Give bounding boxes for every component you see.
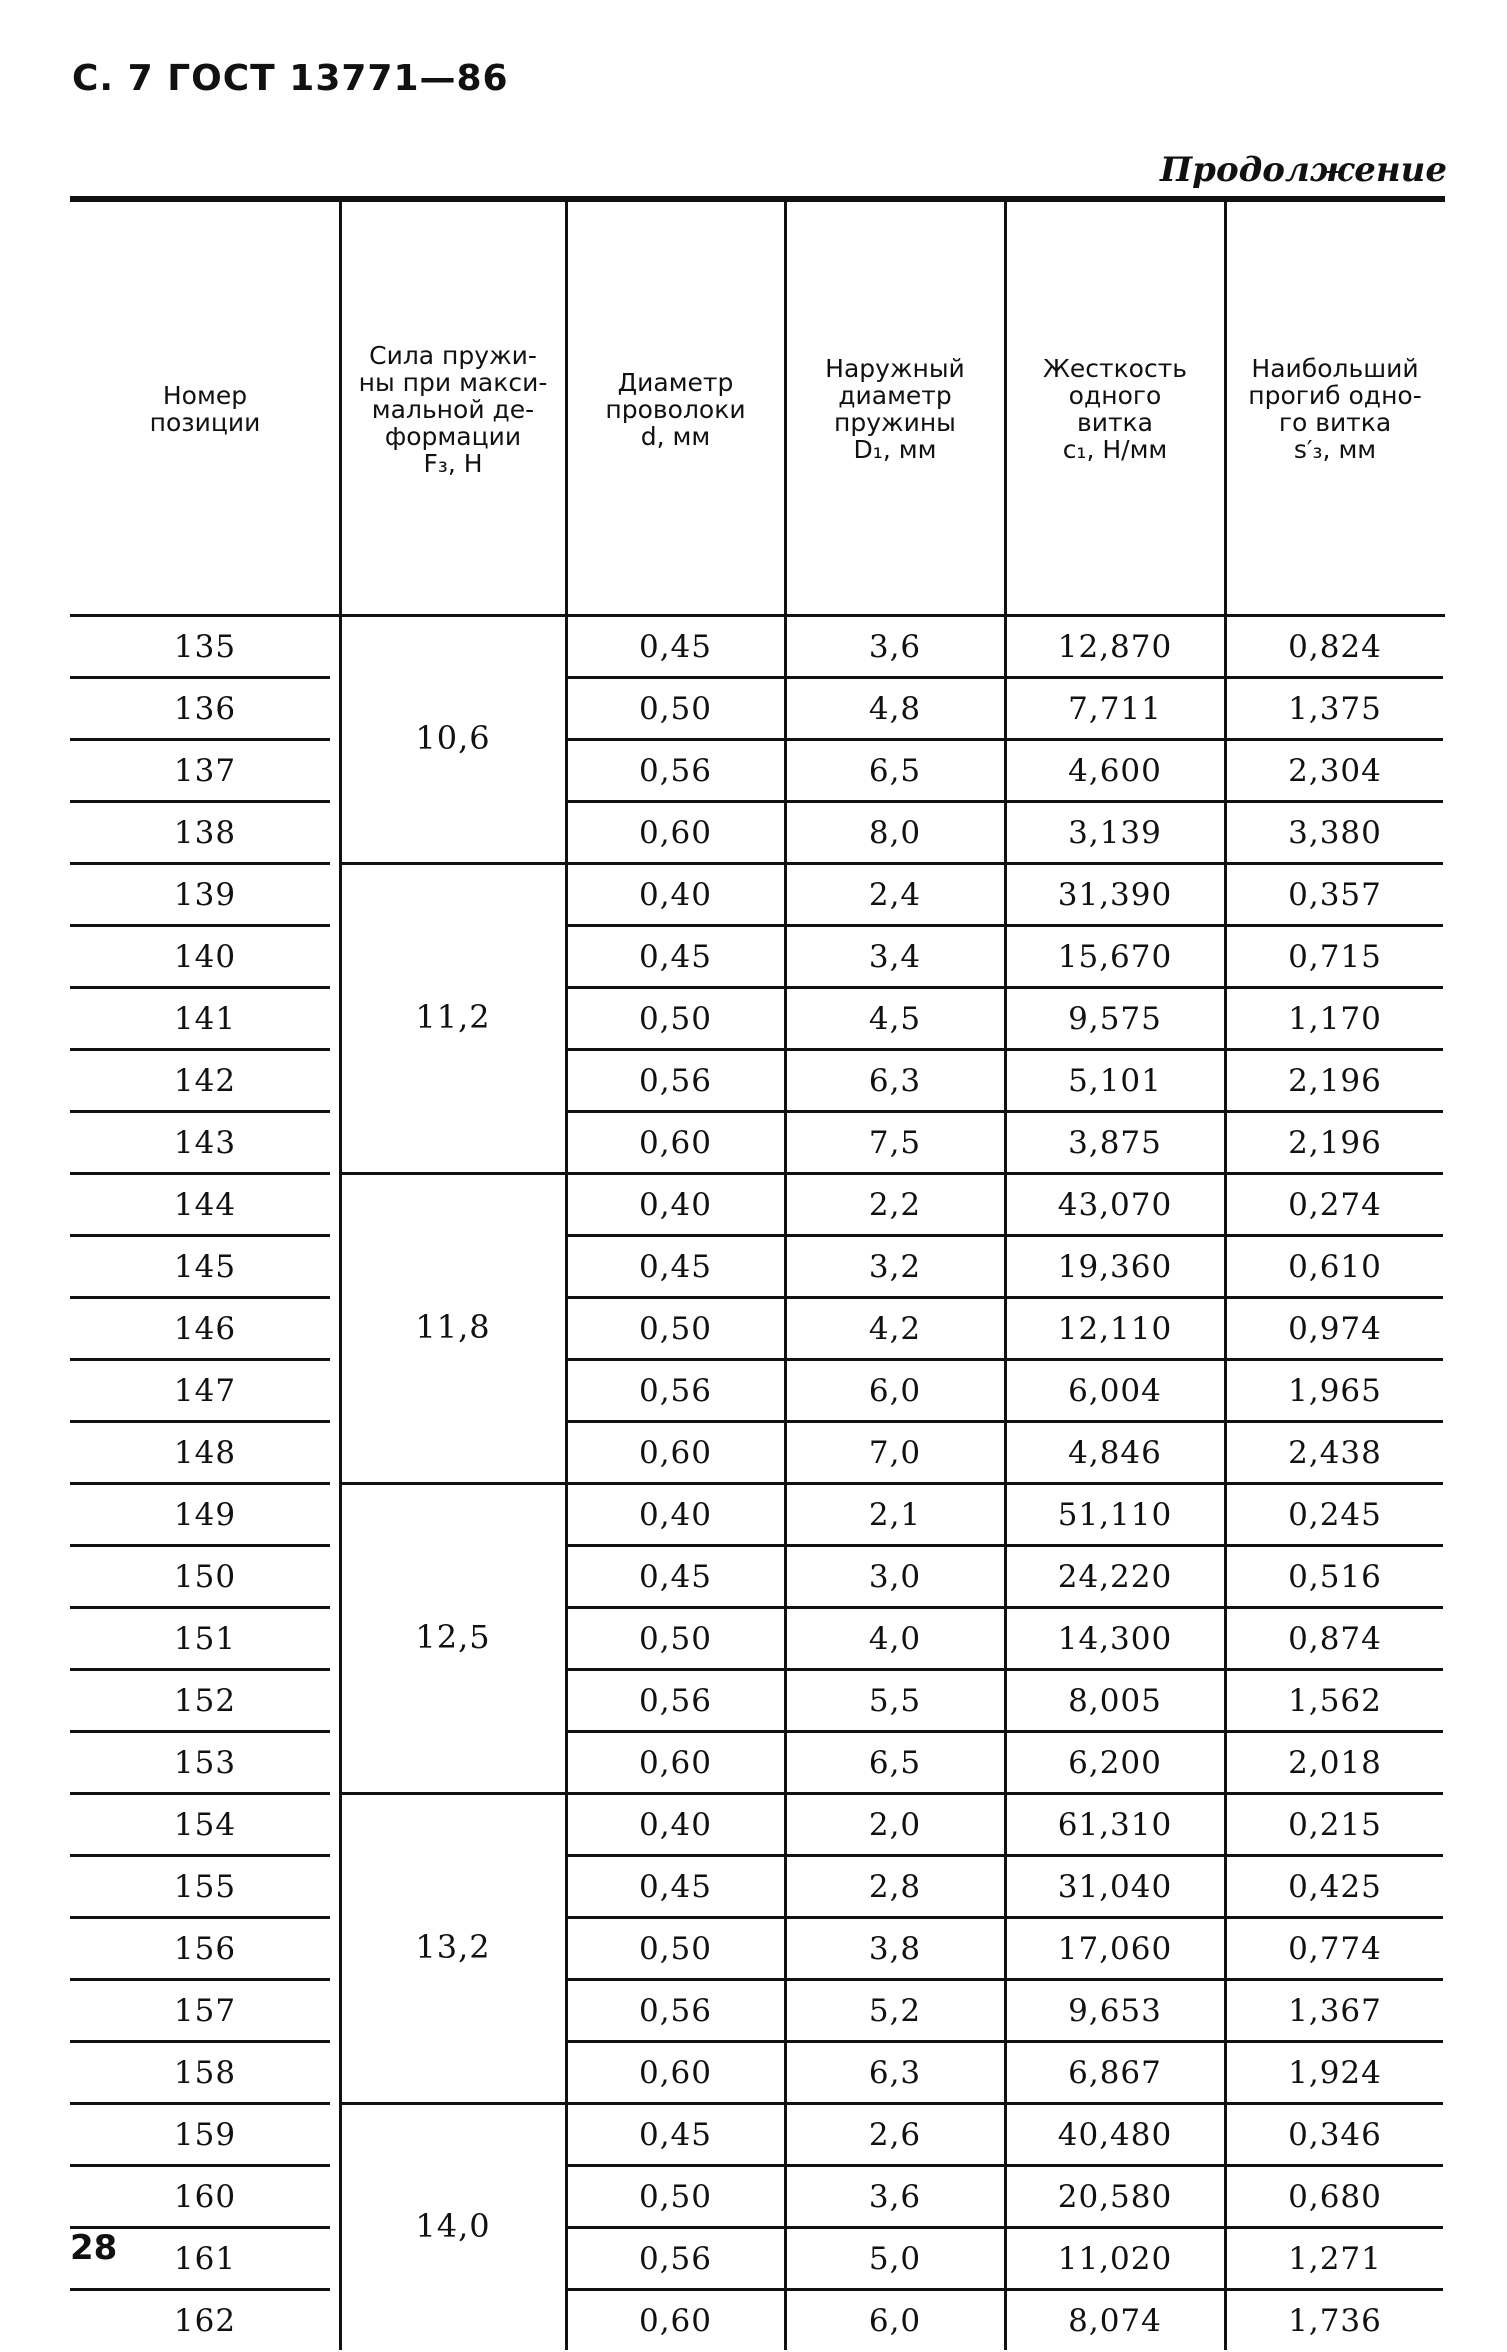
table-cell: 12,870 [1057,629,1173,665]
table-cell: 0,60 [638,1745,713,1781]
table-cell: 0,346 [1288,2117,1382,2153]
column-header-line: s′₃, мм [1293,435,1377,464]
table-cell: 9,653 [1068,1993,1162,2029]
table-cell: 2,304 [1288,753,1382,789]
continuation-label: Продолжение [1160,150,1447,190]
table-cell: 0,45 [638,1869,713,1905]
table-cell: 0,60 [638,2055,713,2091]
table-cell: 1,271 [1288,2241,1382,2277]
table-cell: 9,575 [1068,1001,1162,1037]
table-cell: 4,5 [868,1001,922,1037]
table-cell: 20,580 [1057,2179,1173,2215]
table-cell: 61,310 [1057,1807,1173,1843]
position-number: 137 [173,753,237,789]
table-cell: 2,196 [1288,1125,1382,1161]
position-number: 138 [173,815,237,851]
table-cell: 0,60 [638,1125,713,1161]
table-cell: 2,018 [1288,1745,1382,1781]
column-header [785,204,1005,614]
table-cell: 6,004 [1068,1373,1162,1409]
table-cell: 0,45 [638,629,713,665]
table-cell: 0,245 [1288,1497,1382,1533]
table-cell: 1,736 [1288,2303,1382,2339]
table-cell: 2,6 [868,2117,922,2153]
position-number: 149 [173,1497,237,1533]
table-cell: 0,274 [1288,1187,1382,1223]
table-cell: 0,60 [638,1435,713,1471]
column-header-line: ны при макси- [358,367,548,397]
position-number: 153 [173,1745,237,1781]
table-cell: 17,060 [1057,1931,1173,1967]
table-cell: 3,380 [1288,815,1382,851]
table-cell: 0,56 [638,1063,713,1099]
column-header [566,204,785,614]
position-number: 154 [173,1807,237,1843]
table-cell: 0,974 [1288,1311,1382,1347]
column-header-line: Жесткость [1042,354,1188,383]
table-cell: 8,0 [868,815,922,851]
table-cell: 3,4 [868,939,922,975]
column-header-line: одного [1068,381,1162,410]
column-header-line: формации [384,421,522,451]
column-header-line: Наибольший [1251,354,1419,383]
position-number: 151 [173,1621,237,1657]
table-cell: 2,1 [868,1497,922,1533]
column-header-line: витка [1077,408,1153,437]
table-cell: 8,005 [1068,1683,1162,1719]
table-cell: 0,56 [638,2241,713,2277]
table-cell: 0,50 [638,691,713,727]
column-header-line: прогиб одно- [1248,381,1422,410]
column-header-line: диаметр [838,381,952,410]
table-cell: 0,56 [638,753,713,789]
position-number: 162 [173,2303,237,2339]
column-header [340,204,566,614]
table-cell: 0,40 [638,877,713,913]
table-cell: 0,56 [638,1683,713,1719]
table-cell: 6,5 [868,1745,922,1781]
table-cell: 12,110 [1057,1311,1173,1347]
position-number: 157 [173,1993,237,2029]
table-cell: 1,924 [1288,2055,1382,2091]
column-header-line: мальной де- [371,394,535,424]
table-cell: 0,824 [1288,629,1382,665]
table-cell: 1,170 [1288,1001,1382,1037]
table-cell: 6,3 [868,2055,922,2091]
position-number: 156 [173,1931,237,1967]
table-cell: 2,4 [868,877,922,913]
position-number: 152 [173,1683,237,1719]
table-cell: 3,2 [868,1249,922,1285]
table-cell: 6,867 [1068,2055,1162,2091]
table-cell: 3,139 [1068,815,1162,851]
table-cell: 6,0 [868,2303,922,2339]
table-cell: 2,438 [1288,1435,1382,1471]
force-value: 12,5 [415,1618,491,1656]
force-value: 11,8 [415,1308,491,1346]
column-header-line: позиции [149,408,261,437]
force-value: 13,2 [415,1928,491,1966]
table-cell: 0,50 [638,1931,713,1967]
table-cell: 7,0 [868,1435,922,1471]
table-cell: 1,562 [1288,1683,1382,1719]
table-cell: 0,40 [638,1497,713,1533]
table-cell: 0,40 [638,1187,713,1223]
column-header-line: Сила пружи- [369,340,537,370]
position-number: 136 [173,691,237,727]
column-header-line: d, мм [640,421,711,451]
column-header-line: Номер [162,381,248,410]
position-number: 150 [173,1559,237,1595]
position-number: 158 [173,2055,237,2091]
position-number: 144 [173,1187,237,1223]
table-cell: 0,50 [638,1311,713,1347]
table-cell: 0,60 [638,2303,713,2339]
table-cell: 1,375 [1288,691,1382,727]
table-cell: 2,2 [868,1187,922,1223]
page-number: 28 [70,2228,118,2268]
table-cell: 43,070 [1057,1187,1173,1223]
table-cell: 6,200 [1068,1745,1162,1781]
table-cell: 6,5 [868,753,922,789]
position-number: 145 [173,1249,237,1285]
table-cell: 0,56 [638,1993,713,2029]
table-cell: 0,45 [638,939,713,975]
table-cell: 51,110 [1057,1497,1173,1533]
position-number: 142 [173,1063,237,1099]
table-cell: 0,774 [1288,1931,1382,1967]
table-cell: 0,215 [1288,1807,1382,1843]
table-cell: 0,60 [638,815,713,851]
table-cell: 0,56 [638,1373,713,1409]
table-cell: 8,074 [1068,2303,1162,2339]
position-number: 141 [173,1001,237,1037]
table-cell: 0,516 [1288,1559,1382,1595]
table-cell: 1,367 [1288,1993,1382,2029]
table-cell: 4,0 [868,1621,922,1657]
position-number: 139 [173,877,237,913]
table-cell: 0,45 [638,1249,713,1285]
table-cell: 4,2 [868,1311,922,1347]
table-cell: 4,8 [868,691,922,727]
table-cell: 5,0 [868,2241,922,2277]
table-cell: 0,425 [1288,1869,1382,1905]
table-cell: 40,480 [1057,2117,1173,2153]
position-number: 135 [173,629,237,665]
page-header: С. 7 ГОСТ 13771—86 [72,58,509,99]
table-cell: 7,711 [1068,691,1162,727]
column-header-line: проволоки [605,394,746,424]
column-header [1225,204,1445,614]
column-header [70,204,340,614]
table-cell: 6,0 [868,1373,922,1409]
table-cell: 3,875 [1068,1125,1162,1161]
table-cell: 0,45 [638,2117,713,2153]
table-cell: 0,715 [1288,939,1382,975]
position-number: 147 [173,1373,237,1409]
table-cell: 24,220 [1057,1559,1173,1595]
table-cell: 0,45 [638,1559,713,1595]
table-cell: 3,8 [868,1931,922,1967]
table-cell: 3,0 [868,1559,922,1595]
table-cell: 5,5 [868,1683,922,1719]
table-cell: 31,390 [1057,877,1173,913]
column-header-line: D₁, мм [853,435,937,464]
table-cell: 0,50 [638,2179,713,2215]
table-cell: 0,50 [638,1621,713,1657]
table-cell: 0,610 [1288,1249,1382,1285]
position-number: 148 [173,1435,237,1471]
force-value: 14,0 [415,2207,491,2245]
table-cell: 0,874 [1288,1621,1382,1657]
table-cell: 5,101 [1068,1063,1162,1099]
column-header [1005,204,1225,614]
position-number: 140 [173,939,237,975]
table-cell: 0,680 [1288,2179,1382,2215]
table-cell: 3,6 [868,629,922,665]
table-cell: 5,2 [868,1993,922,2029]
table-cell: 1,965 [1288,1373,1382,1409]
position-number: 155 [173,1869,237,1905]
position-number: 159 [173,2117,237,2153]
table-cell: 15,670 [1057,939,1173,975]
table-cell: 2,8 [868,1869,922,1905]
column-header-line: c₁, Н/мм [1062,435,1168,464]
table-cell: 4,846 [1068,1435,1162,1471]
column-header-line: Диаметр [617,367,734,397]
table-cell: 3,6 [868,2179,922,2215]
table-cell: 0,50 [638,1001,713,1037]
table-cell: 2,0 [868,1807,922,1843]
table-cell: 0,40 [638,1807,713,1843]
table-cell: 14,300 [1057,1621,1173,1657]
column-header-line: пружины [834,408,956,437]
position-number: 161 [173,2241,237,2277]
table-cell: 7,5 [868,1125,922,1161]
force-value: 11,2 [415,998,491,1036]
table-cell: 0,357 [1288,877,1382,913]
table-cell: 31,040 [1057,1869,1173,1905]
table-top-rule [70,196,1445,202]
column-header-line: F₃, Н [423,448,483,478]
position-number: 143 [173,1125,237,1161]
column-header-line: го витка [1278,408,1392,437]
table-cell: 11,020 [1057,2241,1173,2277]
table-cell: 4,600 [1068,753,1162,789]
table-cell: 6,3 [868,1063,922,1099]
position-number: 146 [173,1311,237,1347]
force-value: 10,6 [415,719,491,757]
column-header-line: Наружный [825,354,965,383]
position-number: 160 [173,2179,237,2215]
table-cell: 19,360 [1057,1249,1173,1285]
table-cell: 2,196 [1288,1063,1382,1099]
